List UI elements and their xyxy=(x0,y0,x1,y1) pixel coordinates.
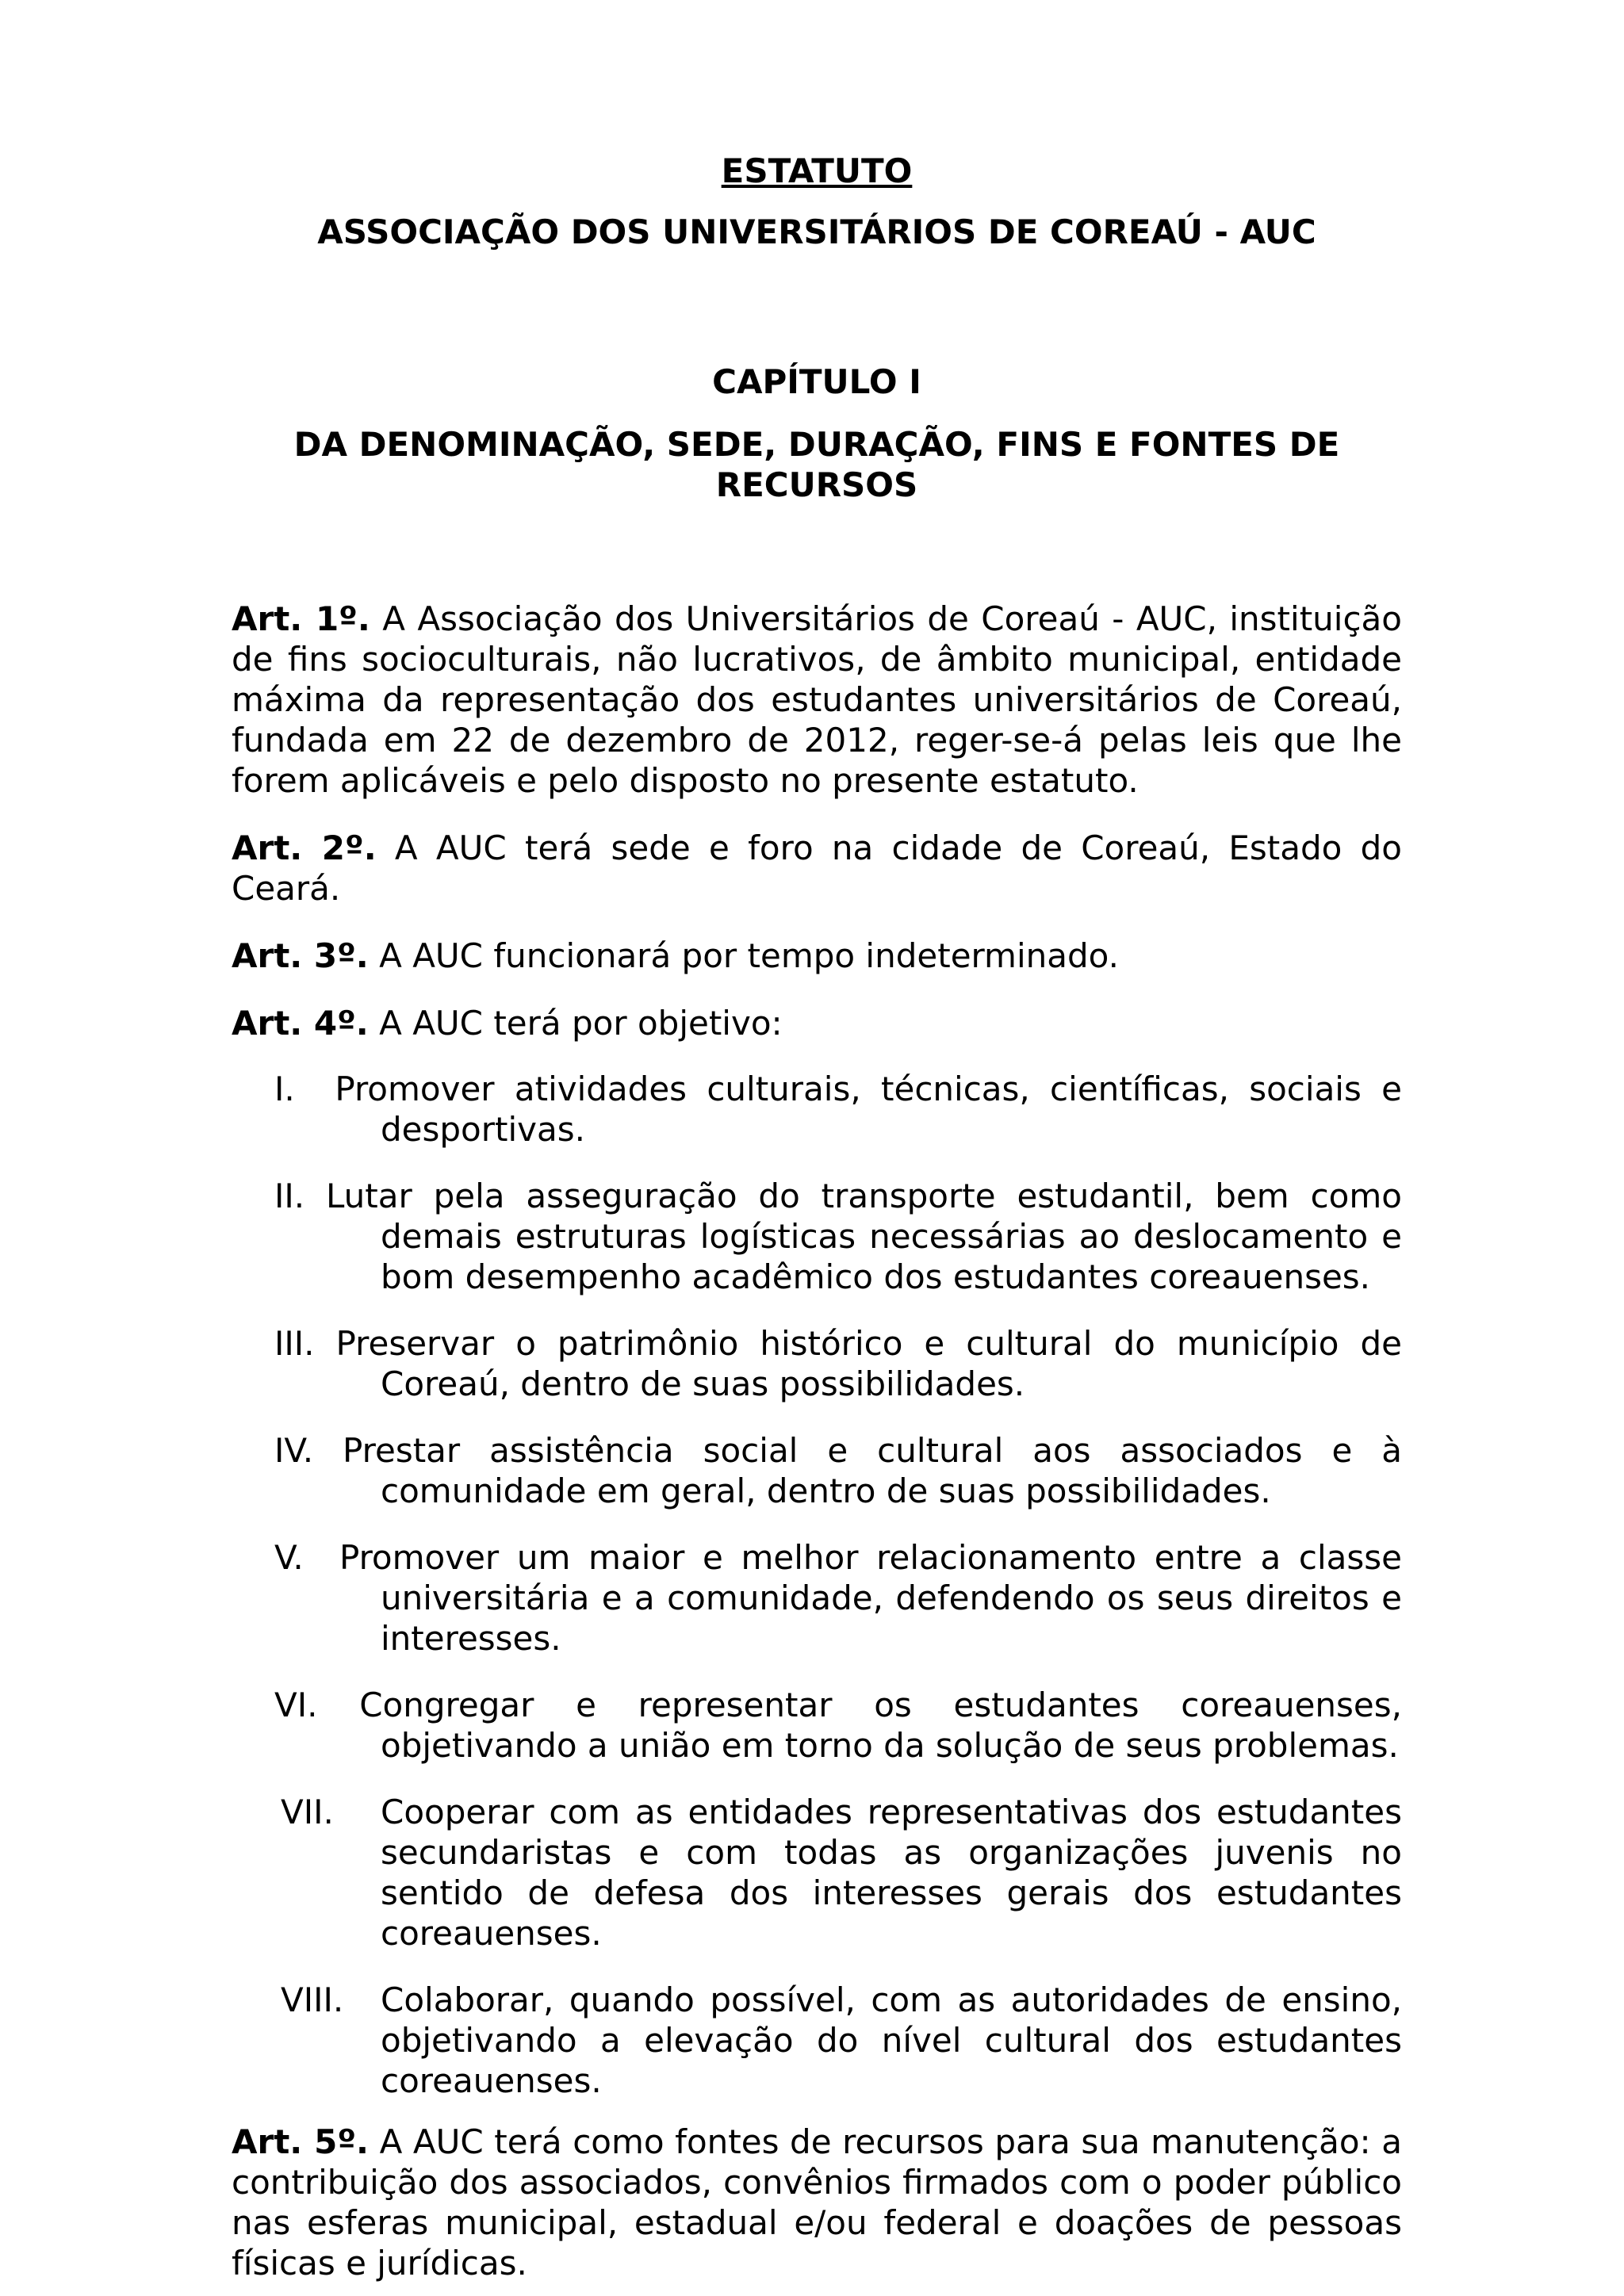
list-item-number: II. xyxy=(274,1177,305,1215)
objectives-list xyxy=(232,1069,1402,2101)
list-item-text: Congregar e representar os estudantes coreauenses, objetivando a união em torno da solução de seus problemas. xyxy=(359,1686,1402,1765)
list-item-text: Colaborar, quando possível, com as autoridades de ensino, objetivando a elevação do nível cultural dos estudantes coreauenses. xyxy=(381,1980,1402,2100)
list-item-text: Prestar assistência social e cultural aos associados e à comunidade em geral, dentro de suas possibilidades. xyxy=(343,1431,1402,1510)
article-3-label: Art. 3º. xyxy=(232,936,369,975)
article-1-text: A Associação dos Universitários de Coreaú - AUC, instituição de fins socioculturais, não lucrativos, de âmbito municipal, entidade máxima da representação dos estudantes universitários de Coreaú, fundada em 22 de dezembro de 2012, reger-se-á pelas leis que lhe forem aplicáveis e pelo disposto no presente estatuto. xyxy=(232,599,1402,800)
chapter-label: CAPÍTULO I xyxy=(712,362,921,401)
article-5-label: Art. 5º. xyxy=(232,2122,369,2161)
list-item xyxy=(232,1685,1402,1766)
article-4-text: A AUC terá por objetivo: xyxy=(379,1004,783,1043)
list-item xyxy=(232,1537,1402,1659)
list-item-number: I. xyxy=(274,1070,295,1108)
chapter-heading: DA DENOMINAÇÃO, SEDE, DURAÇÃO, FINS E FONTES DE RECURSOS xyxy=(293,425,1340,504)
article-2-label: Art. 2º. xyxy=(232,828,377,867)
article-4-label: Art. 4º. xyxy=(232,1004,369,1043)
list-item-text: Promover um maior e melhor relacionamento entre a classe universitária e a comunidade, defendendo os seus direitos e interesses. xyxy=(339,1538,1403,1658)
list-item-number: VII. xyxy=(281,1793,334,1831)
list-item xyxy=(232,1323,1402,1404)
article-4 xyxy=(232,1003,1402,1043)
list-item xyxy=(232,1792,1402,1954)
article-5-text: A AUC terá como fontes de recursos para sua manutenção: a contribuição dos associados, convênios firmados com o poder público nas esferas municipal, estadual e/ou federal e doações de pessoas físicas e jurídicas. xyxy=(232,2122,1402,2283)
list-item xyxy=(232,1176,1402,1297)
list-item-text: Promover atividades culturais, técnicas, científicas, sociais e desportivas. xyxy=(335,1070,1402,1149)
list-item-text: Preservar o patrimônio histórico e cultural do município de Coreaú, dentro de suas possibilidades. xyxy=(335,1324,1402,1403)
list-item xyxy=(232,1069,1402,1150)
article-3 xyxy=(232,936,1402,976)
article-2 xyxy=(232,828,1402,909)
document-subtitle: ASSOCIAÇÃO DOS UNIVERSITÁRIOS DE COREAÚ - AUC xyxy=(317,212,1316,251)
list-item-number: VIII. xyxy=(281,1980,344,2019)
list-item xyxy=(232,1430,1402,1511)
list-item-number: V. xyxy=(274,1538,304,1577)
list-item-number: VI. xyxy=(274,1686,318,1724)
list-item-number: III. xyxy=(274,1324,315,1363)
article-1-label: Art. 1º. xyxy=(232,599,370,638)
list-item-number: IV. xyxy=(274,1431,314,1470)
article-1 xyxy=(232,599,1402,801)
list-item-text: Lutar pela asseguração do transporte estudantil, bem como demais estruturas logísticas necessárias ao deslocamento e bom desempenho acadêmico dos estudantes coreauenses. xyxy=(326,1177,1402,1296)
document-page xyxy=(232,151,1402,2283)
article-3-text: A AUC funcionará por tempo indeterminado. xyxy=(379,936,1119,975)
list-item-text: Cooperar com as entidades representativas dos estudantes secundaristas e com todas as organizações juvenis no sentido de defesa dos interesses gerais dos estudantes coreauenses. xyxy=(381,1793,1402,1953)
list-item xyxy=(232,1980,1402,2101)
article-5 xyxy=(232,2122,1402,2283)
article-2-text: A AUC terá sede e foro na cidade de Coreaú, Estado do Ceará. xyxy=(232,828,1402,908)
document-title: ESTATUTO xyxy=(721,151,913,190)
